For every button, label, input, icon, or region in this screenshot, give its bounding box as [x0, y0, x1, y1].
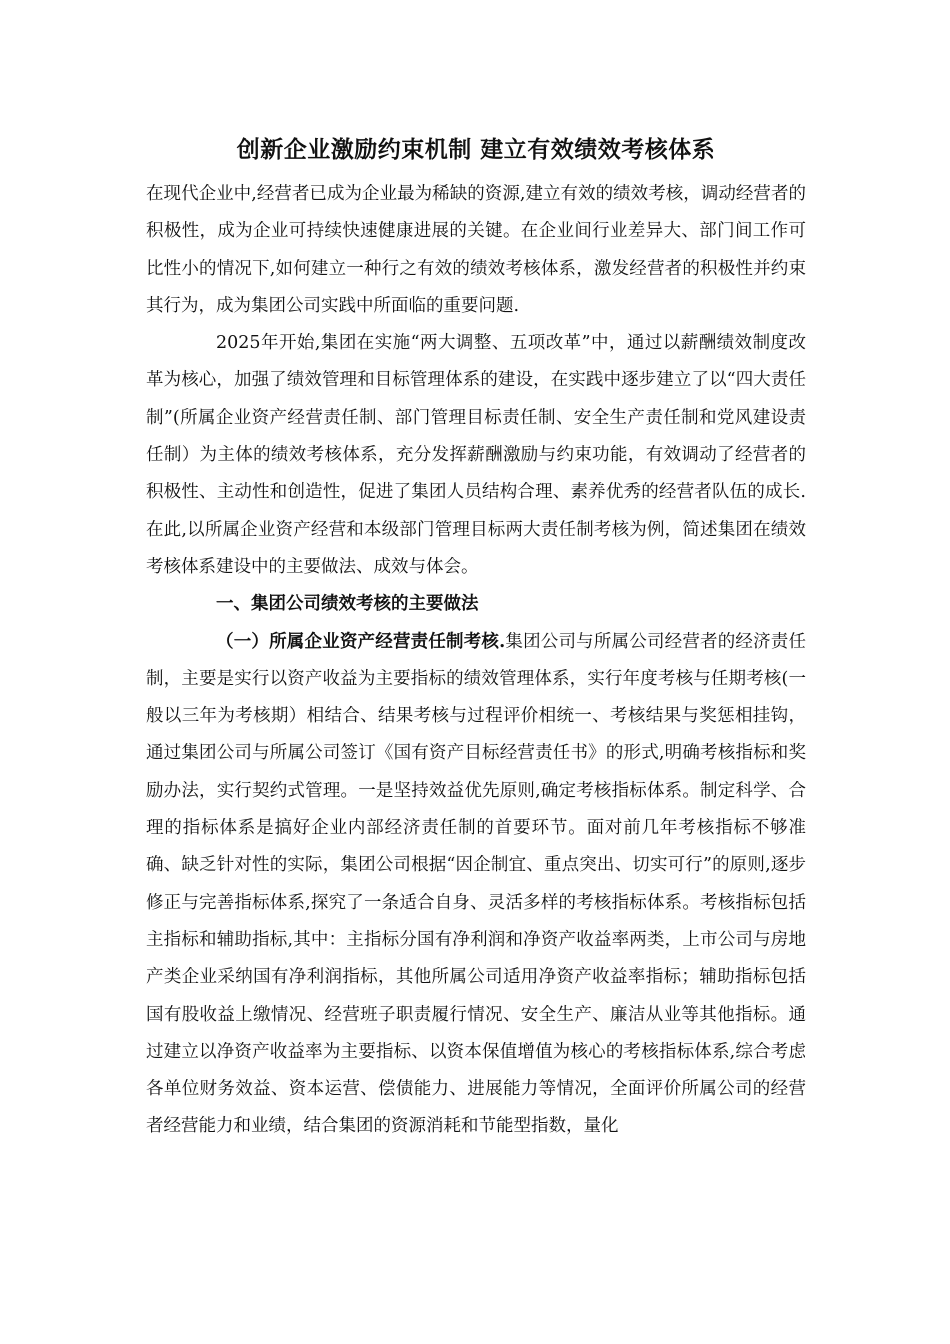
section-heading: 一、集团公司绩效考核的主要做法 — [216, 594, 479, 615]
background-paragraph: 2025年开始,集团在实施“两大调整、五项改革”中，通过以薪酬绩效制度改革为核心，加强了绩效管理和目标管理体系的建设，在实践中逐步建立了以“四大责任制”(所属企业资产经营责任制、部门管理目标责任制、安全生产责任制和党风建设责任制）为主体的绩效考核体系，充分发挥薪酬激励与约束功能，有效调动了经营者的积极性、主动性和创造性，促进了集团人员结构合理、素养优秀的经营者队伍的成长.在此,以所属企业资产经营和本级部门管理目标两大责任制考核为例，简述集团在绩效考核体系建设中的主要做法、成效与体会。 — [146, 333, 806, 577]
subsection-paragraph — [146, 624, 806, 1146]
document-page — [146, 128, 806, 1146]
subsection-heading: （一）所属企业资产经营责任制考核. — [216, 631, 506, 652]
document-title: 创新企业激励约束机制 建立有效绩效考核体系 — [236, 136, 716, 163]
intro-paragraph: 在现代企业中,经营者已成为企业最为稀缺的资源,建立有效的绩效考核，调动经营者的积极性，成为企业可持续快速健康进展的关键。在企业间行业差异大、部门间工作可比性小的情况下,如何建立一种行之有效的绩效考核体系，激发经营者的积极性并约束其行为，成为集团公司实践中所面临的重要问题. — [146, 184, 806, 316]
subsection-body: 集团公司与所属公司经营者的经济责任制，主要是实行以资产收益为主要指标的绩效管理体系，实行年度考核与任期考核(一般以三年为考核期）相结合、结果考核与过程评价相统一、考核结果与奖惩相挂钩，通过集团公司与所属公司签订《国有资产目标经营责任书》的形式,明确考核指标和奖励办法，实行契约式管理。一是坚持效益优先原则,确定考核指标体系。制定科学、合理的指标体系是搞好企业内部经济责任制的首要环节。面对前几年考核指标不够准确、缺乏针对性的实际，集团公司根据“因企制宜、重点突出、切实可行”的原则,逐步修正与完善指标体系,探究了一条适合自身、灵活多样的考核指标体系。考核指标包括主指标和辅助指标,其中：主指标分国有净利润和净资产收益率两类，上市公司与房地产类企业采纳国有净利润指标，其他所属公司适用净资产收益率指标；辅助指标包括国有股收益上缴情况、经营班子职责履行情况、安全生产、廉洁从业等其他指标。通过建立以净资产收益率为主要指标、以资本保值增值为核心的考核指标体系,综合考虑各单位财务效益、资本运营、偿债能力、进展能力等情况，全面评价所属公司的经营者经营能力和业绩，结合集团的资源消耗和节能型指数，量化 — [146, 631, 807, 1137]
